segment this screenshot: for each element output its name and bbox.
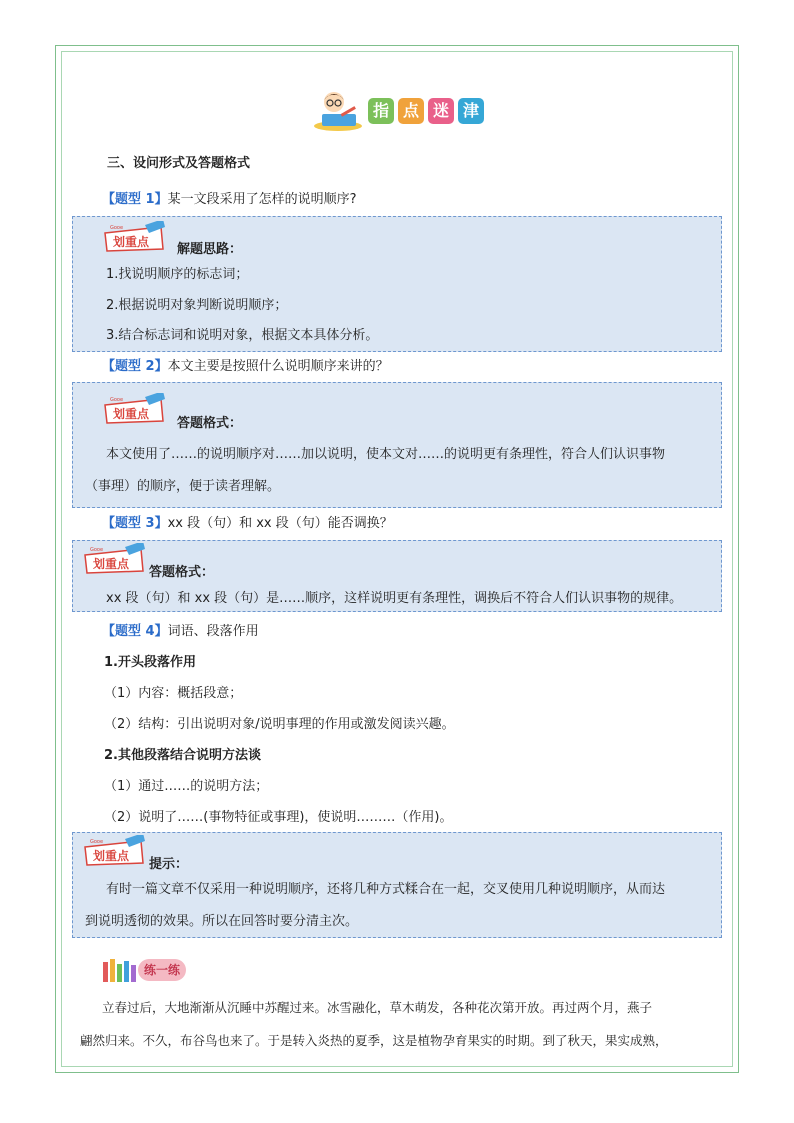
q2-box — [72, 382, 722, 508]
q1-line-1: 1.找说明顺序的标志词； — [106, 267, 249, 282]
practice-line-2: 翩然归来。不久，布谷鸟也来了。于是转入炎热的夏季，这是植物孕育果实的时期。到了秋天，果实成熟， — [80, 1033, 668, 1048]
q2-heading — [102, 358, 389, 376]
q4-sub2-item-1: （1）通过……的说明方法； — [104, 779, 269, 794]
header-char-3: 迷 — [428, 98, 454, 124]
q3-box-title: 答题格式： — [149, 565, 215, 580]
badge-text: 划重点 — [113, 235, 150, 249]
q2-line-1: 本文使用了……的说明顺序对……加以说明，使本文对……的说明更有条理性，符合人们认识事物 — [106, 447, 666, 462]
q3-tag: 【题型 3】 — [102, 516, 168, 531]
q2-box-title: 答题格式： — [177, 416, 243, 431]
q4-box-title: 提示： — [149, 857, 189, 872]
q2-line-2: （事理）的顺序，便于读者理解。 — [85, 479, 281, 494]
student-reading-icon — [310, 88, 364, 132]
q4-line-2: 到说明透彻的效果。所以在回答时要分清主次。 — [85, 914, 359, 929]
guidance-header — [310, 88, 490, 132]
header-char-2: 点 — [398, 98, 424, 124]
badge-small-text: Gooe — [110, 397, 124, 403]
q4-text: 词语、段落作用 — [167, 624, 259, 639]
q4-heading — [102, 623, 259, 641]
key-point-badge — [81, 543, 147, 575]
q1-tag: 【题型 1】 — [102, 192, 168, 207]
practice-label-text: 练一练 — [144, 963, 181, 977]
key-point-badge — [81, 835, 147, 867]
q3-line-1: xx 段（句）和 xx 段（句）是……顺序，这样说明更有条理性，调换后不符合人们认识事物的规律。 — [106, 591, 683, 606]
header-char-1: 指 — [368, 98, 394, 124]
q1-box — [72, 216, 722, 352]
q4-sub2-item-2: （2）说明了……(事物特征或事理)，使说明………（作用)。 — [104, 810, 453, 825]
q1-line-3: 3.结合标志词和说明对象，根据文本具体分析。 — [106, 328, 379, 343]
key-point-badge — [101, 221, 167, 253]
q3-box — [72, 540, 722, 612]
key-point-badge — [101, 393, 167, 425]
q1-heading — [102, 191, 356, 209]
badge-small-text: Gooe — [90, 839, 104, 845]
q4-sub1-item-2: （2）结构：引出说明对象/说明事理的作用或激发阅读兴趣。 — [104, 717, 455, 732]
q1-line-2: 2.根据说明对象判断说明顺序； — [106, 298, 288, 313]
q2-text: 本文主要是按照什么说明顺序来讲的？ — [167, 359, 389, 374]
header-char-4: 津 — [458, 98, 484, 124]
badge-text: 划重点 — [93, 849, 130, 863]
practice-label — [100, 956, 190, 984]
q3-heading — [102, 515, 393, 533]
badge-small-text: Gooe — [90, 547, 104, 553]
q2-tag: 【题型 2】 — [102, 359, 168, 374]
q4-sub1: 1.开头段落作用 — [104, 655, 196, 670]
q4-box — [72, 832, 722, 938]
badge-small-text: Gooe — [110, 225, 124, 231]
q4-tag: 【题型 4】 — [102, 624, 168, 639]
q4-sub2: 2.其他段落结合说明方法谈 — [104, 748, 261, 763]
badge-text: 划重点 — [93, 557, 130, 571]
q1-text: 某一文段采用了怎样的说明顺序? — [167, 192, 357, 207]
q3-text: xx 段（句）和 xx 段（句）能否调换？ — [167, 516, 393, 531]
pencils-icon — [100, 956, 140, 984]
q4-sub1-item-1: （1）内容：概括段意； — [104, 686, 243, 701]
q1-box-title: 解题思路： — [177, 242, 243, 257]
practice-label-pill — [138, 959, 186, 981]
badge-text: 划重点 — [113, 407, 150, 421]
section-title: 三、设问形式及答题格式 — [107, 156, 251, 171]
q4-line-1: 有时一篇文章不仅采用一种说明顺序，还将几种方式糅合在一起，交叉使用几种说明顺序，从而达 — [106, 882, 666, 897]
practice-line-1: 立春过后，大地渐渐从沉睡中苏醒过来。冰雪融化，草木萌发，各种花次第开放。再过两个月，燕子 — [102, 1000, 653, 1015]
